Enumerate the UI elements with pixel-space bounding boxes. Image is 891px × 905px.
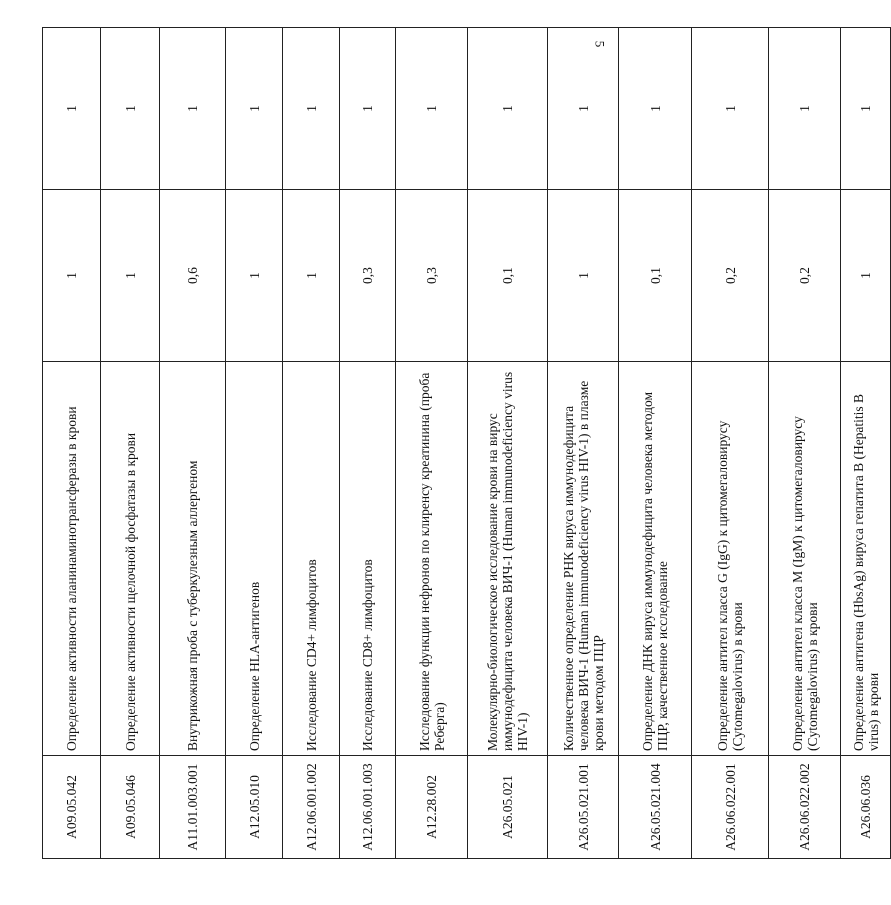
frequency-cell: 0,2 <box>769 190 841 362</box>
page-number: 5 <box>592 40 608 48</box>
table-row <box>340 28 396 859</box>
table-row <box>396 28 468 859</box>
multiplicity-cell: 1 <box>101 28 160 190</box>
service-code-cell: A11.01.003.001 <box>160 756 226 859</box>
frequency-cell: 0,1 <box>468 190 548 362</box>
table-row <box>43 28 101 859</box>
service-code-cell: A12.06.001.003 <box>340 756 396 859</box>
frequency-cell: 1 <box>283 190 340 362</box>
multiplicity-cell: 1 <box>226 28 283 190</box>
frequency-cell: 1 <box>43 190 101 362</box>
multiplicity-cell: 1 <box>283 28 340 190</box>
service-name-cell: Внутрикожная проба с туберкулезным аллергеном <box>160 362 226 756</box>
multiplicity-cell: 1 <box>619 28 692 190</box>
multiplicity-cell: 1 <box>841 28 891 190</box>
service-name-cell: Молекулярно-биологическое исследование крови на вирус иммунодефицита человека ВИЧ-1 (Human immunodeficiency virus HIV-1) <box>468 362 548 756</box>
services-table-body <box>43 28 891 859</box>
multiplicity-cell: 1 <box>769 28 841 190</box>
frequency-cell: 0,3 <box>396 190 468 362</box>
service-name-cell: Количественное определение РНК вируса иммунодефицита человека ВИЧ-1 (Human immunodeficiency virus HIV-1) в плазме крови методом ПЦР <box>548 362 619 756</box>
table-row <box>769 28 841 859</box>
service-code-cell: A26.06.036 <box>841 756 891 859</box>
table-row <box>619 28 692 859</box>
service-code-cell: A09.05.046 <box>101 756 160 859</box>
table-row <box>160 28 226 859</box>
frequency-cell: 0,6 <box>160 190 226 362</box>
service-name-cell: Исследование функции нефронов по клиренсу креатинина (проба Реберга) <box>396 362 468 756</box>
service-name-cell: Определение антител класса M (IgM) к цитомегаловирусу (Cytomegalovirus) в крови <box>769 362 841 756</box>
service-code-cell: A26.06.022.001 <box>692 756 769 859</box>
multiplicity-cell: 1 <box>43 28 101 190</box>
service-code-cell: A12.28.002 <box>396 756 468 859</box>
service-code-cell: A26.05.021.001 <box>548 756 619 859</box>
service-code-cell: A26.06.022.002 <box>769 756 841 859</box>
multiplicity-cell: 1 <box>692 28 769 190</box>
multiplicity-cell: 1 <box>548 28 619 190</box>
service-code-cell: A26.05.021.004 <box>619 756 692 859</box>
table-row <box>548 28 619 859</box>
multiplicity-cell: 1 <box>396 28 468 190</box>
service-name-cell: Определение HLA-антигенов <box>226 362 283 756</box>
frequency-cell: 0,3 <box>340 190 396 362</box>
service-name-cell: Исследование CD8+ лимфоцитов <box>340 362 396 756</box>
frequency-cell: 1 <box>841 190 891 362</box>
frequency-cell: 1 <box>548 190 619 362</box>
service-name-cell: Определение ДНК вируса иммунодефицита человека методом ПЦР, качественное исследование <box>619 362 692 756</box>
service-name-cell: Определение антигена (HbsAg) вируса гепатита B (Hepatitis B virus) в крови <box>841 362 891 756</box>
table-row <box>101 28 160 859</box>
table-row <box>841 28 891 859</box>
multiplicity-cell: 1 <box>468 28 548 190</box>
service-code-cell: A12.06.001.002 <box>283 756 340 859</box>
frequency-cell: 1 <box>101 190 160 362</box>
table-row <box>226 28 283 859</box>
frequency-cell: 0,1 <box>619 190 692 362</box>
frequency-cell: 0,2 <box>692 190 769 362</box>
table-row <box>283 28 340 859</box>
rotated-table-sheet <box>42 28 881 859</box>
multiplicity-cell: 1 <box>340 28 396 190</box>
table-row <box>468 28 548 859</box>
multiplicity-cell: 1 <box>160 28 226 190</box>
service-code-cell: A26.05.021 <box>468 756 548 859</box>
service-name-cell: Определение активности аланинаминотрансферазы в крови <box>43 362 101 756</box>
services-table <box>42 27 891 859</box>
service-code-cell: A09.05.042 <box>43 756 101 859</box>
service-code-cell: A12.05.010 <box>226 756 283 859</box>
frequency-cell: 1 <box>226 190 283 362</box>
service-name-cell: Определение антител класса G (IgG) к цитомегаловирусу (Cytomegalovirus) в крови <box>692 362 769 756</box>
table-row <box>692 28 769 859</box>
service-name-cell: Определение активности щелочной фосфатазы в крови <box>101 362 160 756</box>
service-name-cell: Исследование CD4+ лимфоцитов <box>283 362 340 756</box>
